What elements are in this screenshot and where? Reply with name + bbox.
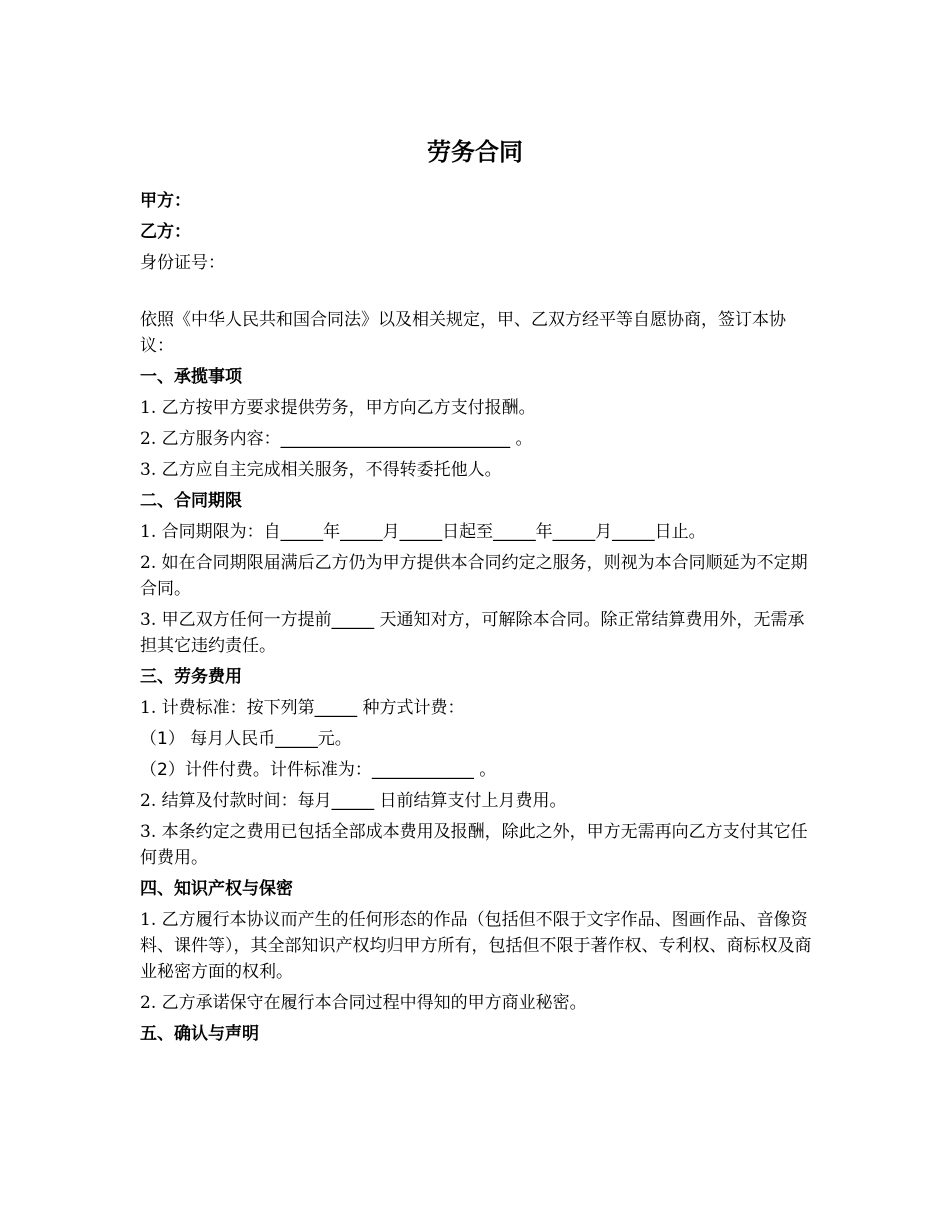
intro-paragraph: 依照《中华人民共和国合同法》以及相关规定，甲、乙双方经平等自愿协商，签订本协议： bbox=[140, 310, 786, 356]
clause-number: 2. bbox=[140, 429, 157, 449]
clause bbox=[140, 695, 812, 721]
clause bbox=[140, 426, 812, 452]
document-body bbox=[140, 188, 812, 1052]
clause-text: 乙方应自主完成相关服务，不得转委托他人。 bbox=[156, 460, 502, 480]
clause bbox=[140, 788, 812, 814]
party-a-label: 甲方： bbox=[140, 191, 191, 211]
clause bbox=[140, 395, 812, 421]
clause bbox=[140, 990, 812, 1016]
clause-number: 1. bbox=[140, 910, 157, 930]
section-heading: 二、合同期限 bbox=[140, 491, 242, 511]
clause-text: 乙方履行本协议而产生的任何形态的作品（包括但不限于文字作品、图画作品、音像资料、课件等），其全部知识产权均归甲方所有，包括但不限于著作权、专利权、商标权及商业秘密方面的权利。 bbox=[140, 910, 812, 982]
clause-text: （2）计件付费。计件标准为：____________ 。 bbox=[140, 760, 497, 780]
clause-number: 1. bbox=[140, 522, 157, 542]
section-heading: 一、承揽事项 bbox=[140, 367, 242, 387]
clause-text: 计费标准：按下列第_____ 种方式计费： bbox=[156, 698, 465, 718]
clause-text: 合同期限为：自_____年_____月_____日起至_____年_____月_____日止。 bbox=[156, 522, 706, 542]
clause-text: 乙方服务内容：___________________________ 。 bbox=[156, 429, 533, 449]
sub-clause bbox=[140, 726, 812, 752]
clause-number: 1. bbox=[140, 398, 157, 418]
clause-text: （1） 每月人民币_____元。 bbox=[140, 729, 352, 749]
clause-number: 2. bbox=[140, 553, 157, 573]
clause-text: 甲乙双方任何一方提前_____ 天通知对方，可解除本合同。除正常结算费用外，无需承担其它违约责任。 bbox=[140, 610, 805, 656]
clause-text: 结算及付款时间：每月_____ 日前结算支付上月费用。 bbox=[156, 791, 567, 811]
spacer bbox=[140, 281, 812, 307]
section-heading: 五、确认与声明 bbox=[140, 1024, 259, 1044]
clause-number: 2. bbox=[140, 993, 157, 1013]
clause-number: 1. bbox=[140, 698, 157, 718]
clause-number: 2. bbox=[140, 791, 157, 811]
clause bbox=[140, 907, 812, 985]
sub-clause bbox=[140, 757, 812, 783]
clause bbox=[140, 519, 812, 545]
clause-number: 3. bbox=[140, 610, 157, 630]
clause-text: 本条约定之费用已包括全部成本费用及报酬，除此之外，甲方无需再向乙方支付其它任何费用。 bbox=[140, 822, 808, 868]
clause-text: 乙方承诺保守在履行本合同过程中得知的甲方商业秘密。 bbox=[156, 993, 587, 1013]
clause bbox=[140, 607, 812, 659]
clause bbox=[140, 550, 812, 602]
clause-number: 3. bbox=[140, 822, 157, 842]
section-heading: 三、劳务费用 bbox=[140, 667, 242, 687]
clause-text: 如在合同期限届满后乙方仍为甲方提供本合同约定之服务，则视为本合同顺延为不定期合同。 bbox=[140, 553, 808, 599]
clause bbox=[140, 819, 812, 871]
section-heading: 四、知识产权与保密 bbox=[140, 879, 293, 899]
clause bbox=[140, 457, 812, 483]
clause-number: 3. bbox=[140, 460, 157, 480]
id-number-label: 身份证号： bbox=[140, 253, 225, 273]
clause-text: 乙方按甲方要求提供劳务，甲方向乙方支付报酬。 bbox=[156, 398, 536, 418]
document-title: 劳务合同 bbox=[427, 138, 523, 166]
party-b-label: 乙方： bbox=[140, 222, 191, 242]
